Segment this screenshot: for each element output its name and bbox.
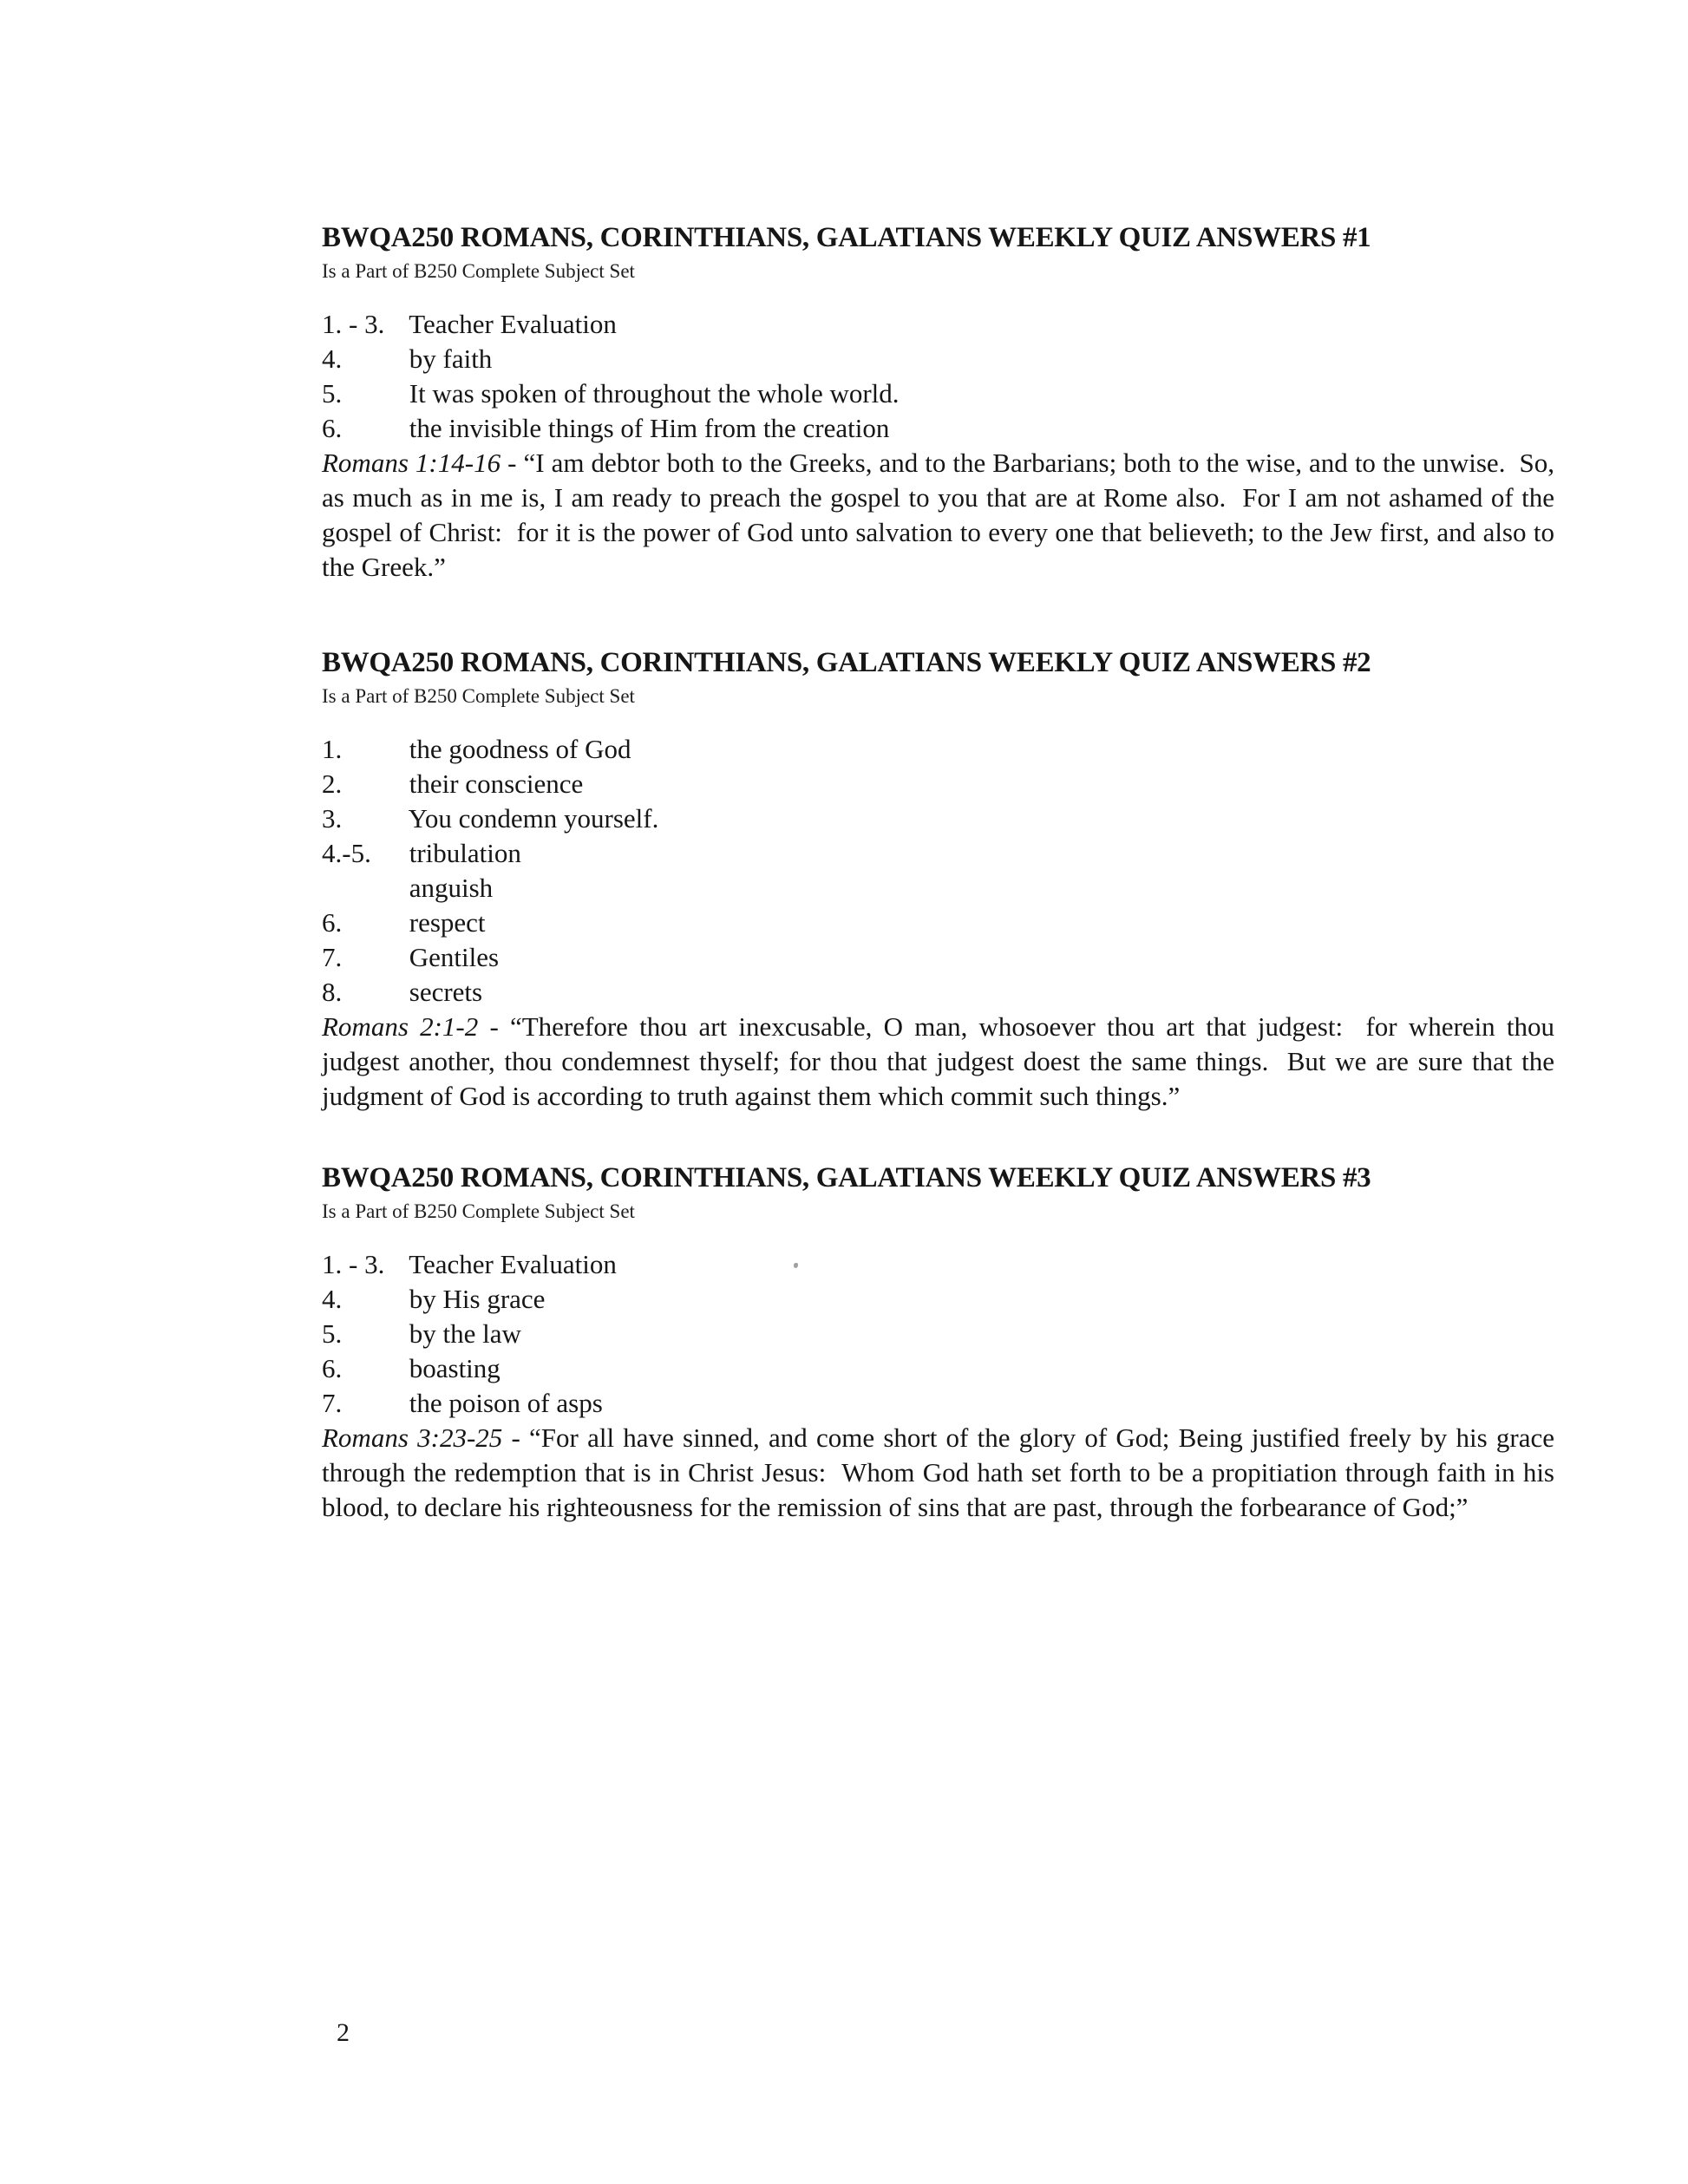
scripture-text: - “For all have sinned, and come short of the glory of God; Being justified freely by his grace through the redemption that is in Christ Jesus: Whom God hath set forth to be a propitiation through faith in his blood, to declare his righteousness for the remission of sins that are past, through the forbearance of God;” <box>322 1422 1561 1522</box>
answer-item <box>322 871 1554 906</box>
section-title: BWQA250 ROMANS, CORINTHIANS, GALATIANS WEEKLY QUIZ ANSWERS #2 <box>322 647 1371 678</box>
answer-item <box>322 975 1554 1010</box>
answer-number: 5. <box>322 1318 343 1349</box>
section-subtitle: Is a Part of B250 Complete Subject Set <box>322 260 635 282</box>
scripture-text: - “I am debtor both to the Greeks, and to the Barbarians; both to the wise, and to the unwise. So, as much as in me is, I am ready to preach the gospel to you that are at Rome also. For I am not ashamed of the gospel of Christ: for it is the power of God unto salvation to every one that believeth; to the Jew first, and also to the Greek.” <box>322 448 1561 582</box>
scripture-quote <box>322 1010 1561 1114</box>
answer-item <box>322 1317 1554 1351</box>
section-title: BWQA250 ROMANS, CORINTHIANS, GALATIANS WEEKLY QUIZ ANSWERS #1 <box>322 222 1371 253</box>
answer-number: 4. <box>322 343 343 374</box>
answer-text: respect <box>409 907 486 938</box>
answer-item <box>322 1386 1554 1421</box>
scripture-reference: Romans 3:23-25 <box>322 1422 503 1453</box>
answer-text: Gentiles <box>409 942 500 972</box>
answer-number: 6. <box>322 907 343 938</box>
answer-text: their conscience <box>409 768 584 799</box>
answer-list <box>322 732 1554 1010</box>
answer-number: 6. <box>322 413 343 443</box>
answer-text: You condemn yourself. <box>408 803 659 834</box>
answer-number: 2. <box>322 768 343 799</box>
answer-number: 5. <box>322 378 343 409</box>
answer-number: 4. <box>322 1284 343 1314</box>
answer-text: by His grace <box>409 1284 546 1314</box>
answer-number: 1. <box>322 734 343 764</box>
answer-number: 4.-5. <box>322 838 371 868</box>
answer-text: Teacher Evaluation <box>409 309 617 339</box>
page-number: 2 <box>337 2018 350 2047</box>
answer-item <box>322 411 1554 446</box>
answer-text: It was spoken of throughout the whole world. <box>409 378 900 409</box>
answer-item <box>322 836 1554 871</box>
answer-number: 8. <box>322 977 343 1007</box>
section-title: BWQA250 ROMANS, CORINTHIANS, GALATIANS WEEKLY QUIZ ANSWERS #3 <box>322 1162 1371 1193</box>
scripture-quote <box>322 1421 1561 1525</box>
answer-item <box>322 1282 1554 1317</box>
answer-text: the poison of asps <box>409 1388 603 1418</box>
quiz-answers-section-1 <box>322 222 1561 585</box>
answer-number: 7. <box>322 942 343 972</box>
scripture-reference: Romans 2:1-2 <box>322 1011 479 1042</box>
answer-number: 7. <box>322 1388 343 1418</box>
answer-text: the invisible things of Him from the creation <box>409 413 890 443</box>
scripture-reference: Romans 1:14-16 <box>322 448 501 478</box>
answer-item <box>322 732 1554 767</box>
answer-text: by faith <box>409 343 493 374</box>
answer-number: 1. - 3. <box>322 309 385 339</box>
scripture-quote <box>322 446 1561 585</box>
answer-text: boasting <box>409 1353 501 1383</box>
section-subtitle: Is a Part of B250 Complete Subject Set <box>322 685 635 707</box>
quiz-answers-section-2 <box>322 647 1561 1114</box>
answer-text: tribulation <box>409 838 521 868</box>
answer-number: 3. <box>322 803 343 834</box>
answer-text: Teacher Evaluation <box>409 1249 617 1279</box>
quiz-answers-section-3 <box>322 1162 1561 1525</box>
answer-list <box>322 1247 1554 1421</box>
answer-text: by the law <box>409 1318 521 1349</box>
answer-item <box>322 342 1554 376</box>
answer-item <box>322 767 1554 801</box>
answer-text: the goodness of God <box>409 734 631 764</box>
answer-number: 6. <box>322 1353 343 1383</box>
answer-item <box>322 940 1554 975</box>
scripture-text: - “Therefore thou art inexcusable, O man, whosoever thou art that judgest: for wherein thou judgest another, thou condemnest thyself; for thou that judgest doest the same things. But we are sure that the judgment of God is according to truth against them which commit such things.” <box>322 1011 1561 1111</box>
answer-item <box>322 1247 1554 1282</box>
answer-item <box>322 801 1554 836</box>
page-content <box>322 0 1561 1525</box>
section-subtitle: Is a Part of B250 Complete Subject Set <box>322 1200 635 1222</box>
answer-item <box>322 307 1554 342</box>
answer-text: anguish <box>409 873 494 903</box>
answer-item <box>322 1351 1554 1386</box>
answer-list <box>322 307 1554 446</box>
answer-text: secrets <box>409 977 483 1007</box>
answer-item <box>322 906 1554 940</box>
answer-number: 1. - 3. <box>322 1249 385 1279</box>
answer-item <box>322 376 1554 411</box>
